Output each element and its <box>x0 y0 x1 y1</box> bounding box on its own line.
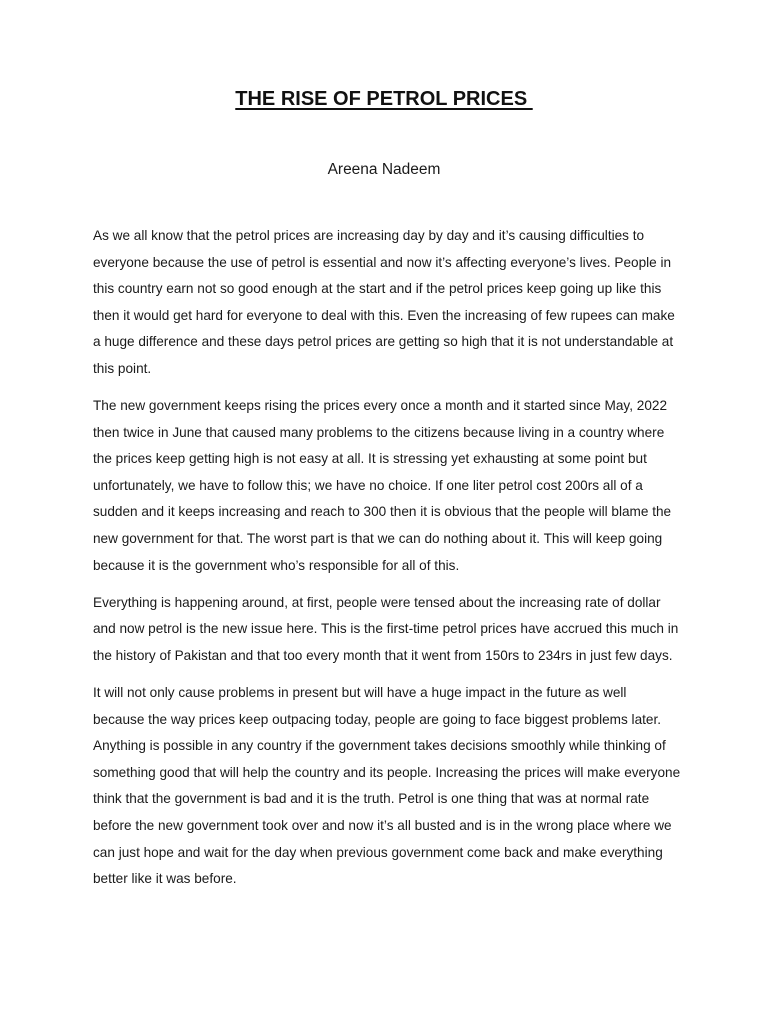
paragraph-4: It will not only cause problems in present but will have a huge impact in the future as well because the way prices keep outpacing today, people are going to face biggest problems later. Anything is possible in any country if the government takes decisions smoothly while thinking of something good that will help the country and its people. Increasing the prices will make everyone think that the government is bad and it is the truth. Petrol is one thing that was at normal rate before the new government took over and now it’s all busted and is in the wrong place where we can just hope and wait for the day when previous government come back and make everything better like it was before. <box>93 685 681 887</box>
document-body <box>93 223 681 903</box>
author-name: Areena Nadeem <box>327 161 441 178</box>
paragraph-1: As we all know that the petrol prices are increasing day by day and it’s causing difficulties to everyone because the use of petrol is essential and now it’s affecting everyone’s lives. People in this country earn not so good enough at the start and if the petrol prices keep going up like this then it would get hard for everyone to deal with this. Even the increasing of few rupees can make a huge difference and these days petrol prices are getting so high that it is not understandable at this point. <box>93 228 675 376</box>
paragraph-2: The new government keeps rising the prices every once a month and it started since May, 2022 then twice in June that caused many problems to the citizens because living in a country where the prices keep getting high is not easy at all. It is stressing yet exhausting at some point but unfortunately, we have to follow this; we have no choice. If one liter petrol cost 200rs all of a sudden and it keeps increasing and reach to 300 then it is obvious that the people will blame the new government for that. The worst part is that we can do nothing about it. This will keep going because it is the government who’s responsible for all of this. <box>93 398 672 573</box>
paragraph-3: Everything is happening around, at first, people were tensed about the increasing rate of dollar and now petrol is the new issue here. This is the first-time petrol prices have accrued this much in the history of Pakistan and that too every month that it went from 150rs to 234rs in just few days. <box>93 594 679 663</box>
document-title: THE RISE OF PETROL PRICES <box>235 88 533 110</box>
